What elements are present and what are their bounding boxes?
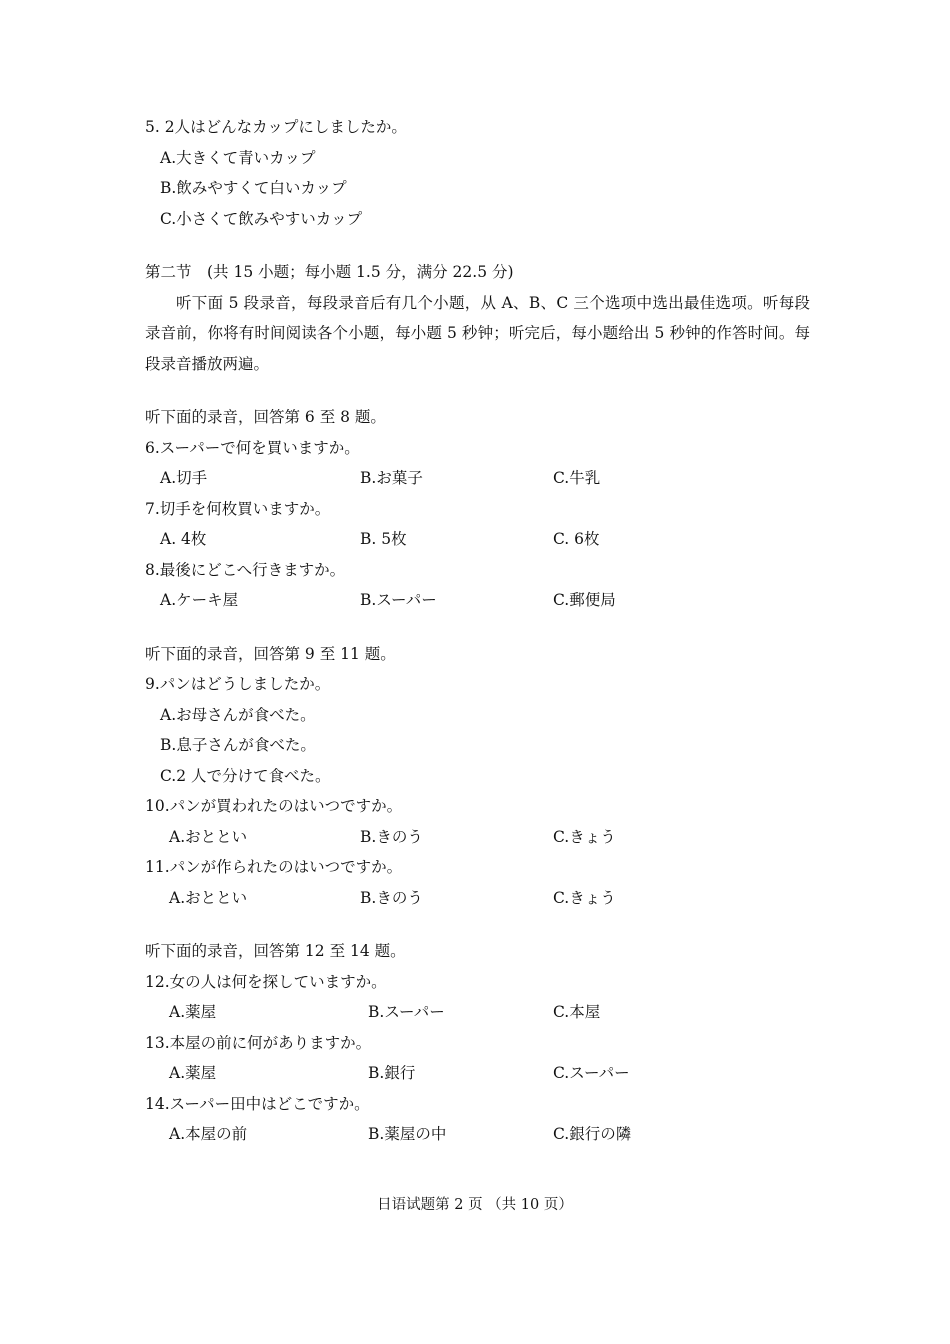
q7-option-a: A. 4枚 <box>160 530 207 548</box>
q7-option-c: C. 6枚 <box>553 530 600 548</box>
question-14: 14.スーパー田中はどこですか。 <box>145 1094 370 1113</box>
q5-option-c: C.小さくて飲みやすいカップ <box>160 209 363 228</box>
group-intro-6-8: 听下面的录音，回答第 6 至 8 题。 <box>145 408 386 426</box>
question-10: 10.パンが買われたのはいつですか。 <box>145 797 403 815</box>
question-6: 6.スーパーで何を買いますか。 <box>145 438 360 457</box>
question-8: 8.最後にどこへ行きますか。 <box>145 560 346 579</box>
question-5: 5. 2人はどんなカップにしましたか。 <box>145 118 407 136</box>
q8-option-a: A.ケーキ屋 <box>160 591 239 609</box>
q8-option-b: B.スーパー <box>360 591 437 609</box>
q12-option-c: C.本屋 <box>553 1003 601 1021</box>
section-instructions: 听下面 5 段录音，每段录音后有几个小题，从 A、B、C 三个选项中选出最佳选项。听每段录音前，你将有时间阅读各个小题，每小题 5 秒钟；听完后，每小题给出 5 秒钟的作答时间。每段录音播放两遍。 <box>145 293 810 373</box>
q8-options <box>145 585 950 616</box>
q14-option-a: A.本屋の前 <box>169 1125 248 1143</box>
q6-option-c: C.牛乳 <box>553 469 601 487</box>
section-heading: 第二节 (共 15 小题；每小题 1.5 分，满分 22.5 分) <box>145 263 514 281</box>
q12-option-b: B.スーパー <box>368 1003 445 1021</box>
question-13: 13.本屋の前に何がありますか。 <box>145 1033 372 1052</box>
question-7: 7.切手を何枚買いますか。 <box>145 499 331 518</box>
q9-option-a: A.お母さんが食べた。 <box>160 705 316 724</box>
q11-option-a: A.おととい <box>169 888 248 907</box>
q8-option-c: C.郵便局 <box>553 591 616 609</box>
q12-options <box>145 997 950 1028</box>
q14-options <box>145 1119 950 1150</box>
q13-options <box>145 1058 950 1089</box>
q10-option-a: A.おととい <box>169 827 248 846</box>
q12-option-a: A.薬屋 <box>169 1003 217 1021</box>
group-intro-12-14: 听下面的录音，回答第 12 至 14 题。 <box>145 942 406 960</box>
q6-option-b: B.お菓子 <box>360 469 423 487</box>
q11-option-c: C.きょう <box>553 888 616 907</box>
q5-option-b: B.飲みやすくて白いカップ <box>160 179 347 197</box>
q9-option-b: B.息子さんが食べた。 <box>160 736 316 754</box>
q13-option-c: C.スーパー <box>553 1064 630 1082</box>
q10-options <box>145 822 950 853</box>
q14-option-b: B.薬屋の中 <box>368 1125 447 1143</box>
q13-option-b: B.銀行 <box>368 1064 416 1082</box>
question-11: 11.パンが作られたのはいつですか。 <box>145 858 403 876</box>
q10-option-b: B.きのう <box>360 827 423 846</box>
question-9: 9.パンはどうしましたか。 <box>145 675 331 693</box>
q7-option-b: B. 5枚 <box>360 530 407 548</box>
question-12: 12.女の人は何を探していますか。 <box>145 972 387 991</box>
q11-option-b: B.きのう <box>360 888 423 907</box>
q5-option-a: A.大きくて青いカップ <box>160 148 316 167</box>
group-intro-9-11: 听下面的录音，回答第 9 至 11 题。 <box>145 644 396 663</box>
q13-option-a: A.薬屋 <box>169 1064 217 1082</box>
q14-option-c: C.銀行の隣 <box>553 1125 632 1143</box>
q10-option-c: C.きょう <box>553 827 616 846</box>
q6-options <box>145 463 950 494</box>
q11-options <box>145 883 950 914</box>
page-footer: 日语试题第 2 页 （共 10 页） <box>377 1197 573 1213</box>
q9-option-c: C.2 人で分けて食べた。 <box>160 766 331 785</box>
q7-options <box>145 524 950 555</box>
q6-option-a: A.切手 <box>160 469 208 487</box>
